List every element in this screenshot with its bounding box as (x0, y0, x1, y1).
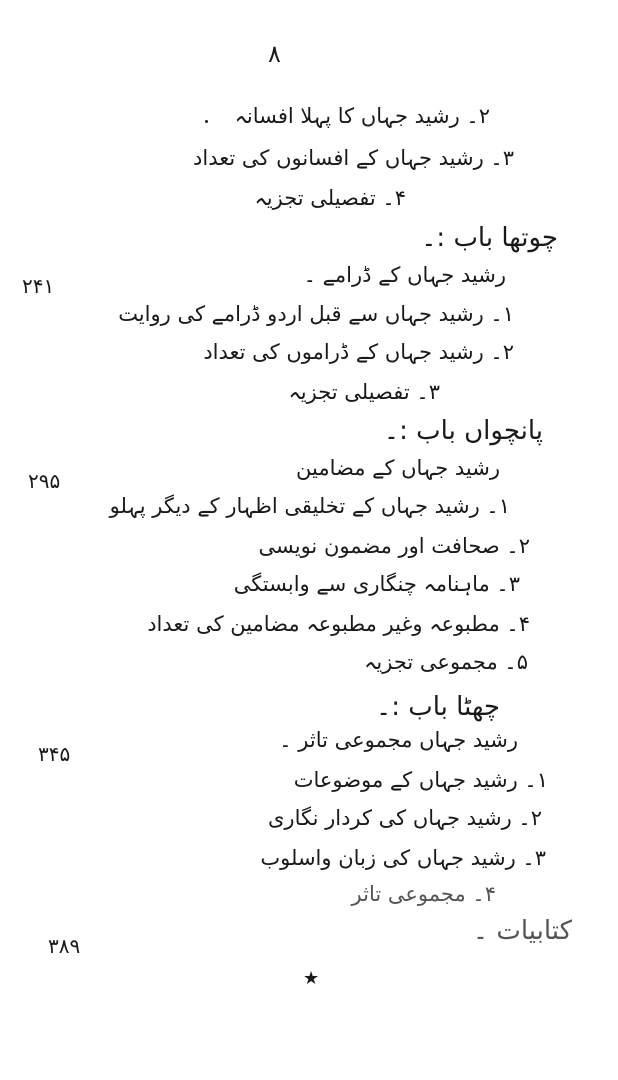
toc-entry: ۵۔ مجموعی تجزیہ (364, 650, 528, 674)
toc-entry: ۴۔ مجموعی تاثر (351, 882, 496, 906)
chapter-heading: پانچواں باب :۔ (383, 416, 543, 446)
bibliography-heading: کتابیات ۔ (472, 916, 572, 946)
toc-entry: ۲۔ صحافت اور مضمون نویسی (258, 534, 530, 558)
toc-page-number: ۳۴۵ (38, 742, 71, 766)
ink-dot (205, 120, 208, 123)
toc-page-number: ۳۸۹ (48, 934, 81, 958)
toc-entry: ۲۔ رشید جہاں کے ڈراموں کی تعداد (203, 340, 514, 364)
toc-entry: ۲۔ رشید جہاں کی کردار نگاری (268, 806, 542, 830)
chapter-heading: چھٹا باب :۔ (376, 692, 500, 722)
toc-entry: ۴۔ مطبوعہ وغیر مطبوعہ مضامین کی تعداد (147, 612, 530, 636)
toc-entry: ۱۔ رشید جہاں کے موضوعات (293, 768, 548, 792)
toc-entry: ۳۔ رشید جہاں کے افسانوں کی تعداد (193, 146, 514, 170)
star-icon: ★ (303, 968, 320, 989)
toc-page-number: ۲۹۵ (28, 469, 61, 493)
toc-entry: ۲۔ رشید جہاں کا پہلا افسانہ (234, 104, 490, 128)
toc-entry: ۱۔ رشید جہاں سے قبل اردو ڈرامے کی روایت (118, 302, 514, 326)
chapter-heading: چوتھا باب :۔ (421, 223, 558, 253)
chapter-title: رشید جہاں مجموعی تاثر ۔ (279, 728, 518, 752)
toc-entry: ۳۔ رشید جہاں کی زبان واسلوب (260, 846, 546, 870)
toc-entry: ۱۔ رشید جہاں کے تخلیقی اظہار کے دیگر پہلو (109, 494, 510, 518)
toc-entry: ۳۔ تفصیلی تجزیہ (288, 380, 440, 404)
chapter-title: رشید جہاں کے مضامین (296, 456, 500, 480)
toc-page-number: ۲۴۱ (22, 274, 55, 298)
toc-entry: ۴۔ تفصیلی تجزیہ (254, 186, 406, 210)
page-number: ۸ (268, 40, 281, 68)
chapter-title: رشید جہاں کے ڈرامے ۔ (303, 263, 506, 287)
toc-entry: ۳۔ ماہنامہ چنگاری سے وابستگی (233, 572, 520, 596)
